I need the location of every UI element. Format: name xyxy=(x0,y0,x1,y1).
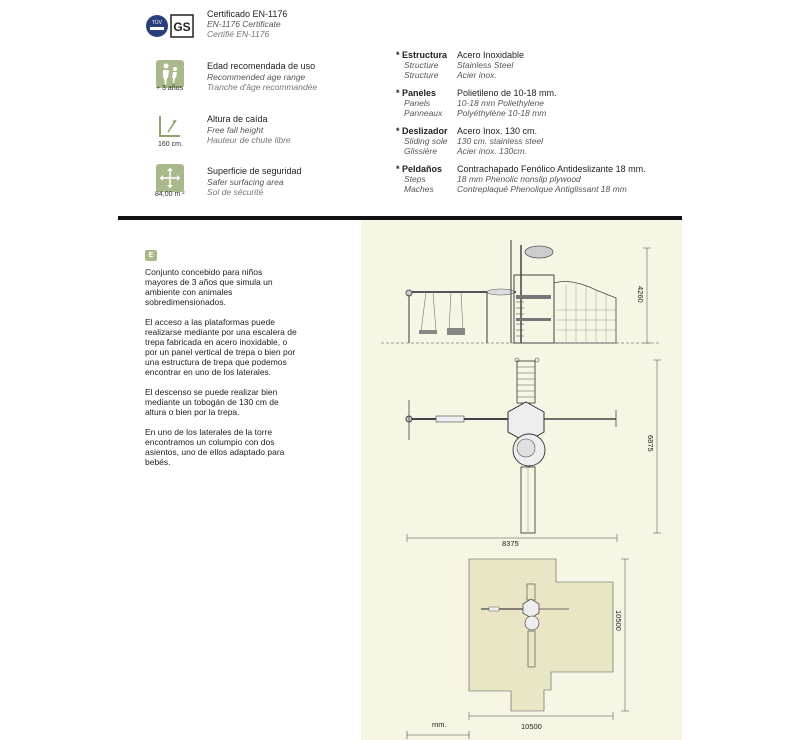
tuv-gs-certification-icon xyxy=(145,12,195,40)
scale-unit-label: mm. xyxy=(432,720,447,729)
cert-title: Certificado EN-1176 xyxy=(207,9,288,19)
material-sub-fr: Glissière xyxy=(404,146,438,156)
surface-title: Superficie de seguridad xyxy=(207,166,302,176)
material-sub-en: Structure xyxy=(404,60,439,70)
elevation-height-label: 4260 xyxy=(636,286,645,303)
material-sub-fr: Panneaux xyxy=(404,108,443,118)
fall-title: Altura de caída xyxy=(207,114,268,124)
material-value-en: 18 mm Phenolic nonslip plywood xyxy=(457,174,581,184)
cert-title-fr: Certifié EN-1176 xyxy=(207,29,270,39)
product-description xyxy=(145,267,297,477)
material-label: * Deslizador xyxy=(396,126,448,136)
svg-text:GS: GS xyxy=(173,20,191,34)
material-sub-en: Steps xyxy=(404,174,426,184)
age-caption: + 3 años xyxy=(156,85,184,92)
material-label: * Paneles xyxy=(396,88,437,98)
description-paragraph: El acceso a las plataformas puede realizarse mediante por una escalera de trepa fabricada en acero inoxidable, o por un panel vertical de trepa o bien por una estructura de trepa que podemos encontrar en uno de los laterales. xyxy=(145,317,297,377)
material-sub-fr: Structure xyxy=(404,70,439,80)
cert-title-en: EN-1176 Certificate xyxy=(207,19,281,29)
material-value-fr: Polyéthylène 10-18 mm xyxy=(457,108,547,118)
material-value-fr: Acier inox. xyxy=(457,70,497,80)
material-label: * Estructura xyxy=(396,50,448,60)
material-value-en: 10-18 mm Poliethylene xyxy=(457,98,544,108)
age-children-icon xyxy=(156,60,184,88)
material-value: Acero Inox. 130 cm. xyxy=(457,126,538,136)
plan-width-label: 8375 xyxy=(502,539,519,548)
safety-surface-icon xyxy=(156,164,184,192)
surface-title-fr: Sol de sécurité xyxy=(207,187,264,197)
material-sub-en: Panels xyxy=(404,98,430,108)
fall-title-en: Free fall height xyxy=(207,125,264,135)
material-value-fr: Contreplaqué Phenolique Antiglissant 18 mm xyxy=(457,184,627,194)
category-badge-letter: E xyxy=(148,252,154,259)
description-paragraph: Conjunto concebido para niños mayores de 3 años que simula un ambiente con animales sobredimensionados. xyxy=(145,267,273,307)
material-value: Acero Inoxidable xyxy=(457,50,525,60)
surface-caption: 84,00 m ² xyxy=(155,191,185,198)
material-value-en: 130 cm. stainless steel xyxy=(457,136,543,146)
description-paragraph: En uno de los laterales de la torre encontramos un columpio con dos asientos, uno de ellos adaptado para bebés. xyxy=(145,427,285,467)
area-width-label: 10500 xyxy=(521,722,542,731)
material-value: Contrachapado Fenólico Antideslizante 18 mm. xyxy=(457,164,646,174)
surface-title-en: Safer surfacing area xyxy=(207,177,284,187)
material-sub-en: Sliding sole xyxy=(404,136,448,146)
material-value-fr: Acier inox. 130cm. xyxy=(457,146,527,156)
material-sub-fr: Maches xyxy=(404,184,434,194)
material-label: * Peldaños xyxy=(396,164,443,174)
technical-drawing-panel xyxy=(361,220,682,740)
age-title-en: Recommended age range xyxy=(207,72,306,82)
material-value-en: Stainless Steel xyxy=(457,60,514,70)
material-value: Polietileno de 10-18 mm. xyxy=(457,88,557,98)
fall-title-fr: Hauteur de chute libre xyxy=(207,135,291,145)
age-title-fr: Tranche d'âge recommandée xyxy=(207,82,318,92)
age-title: Edad recomendada de uso xyxy=(207,61,316,71)
svg-text:TÜV: TÜV xyxy=(152,20,162,26)
plan-depth-label: 6875 xyxy=(646,435,655,452)
plan-drawing xyxy=(361,355,682,550)
description-paragraph: El descenso se puede realizar bien mediante un tobogán de 130 cm de altura o bien por la trepa. xyxy=(145,387,279,417)
safety-area-drawing xyxy=(361,555,682,740)
area-depth-label: 10500 xyxy=(614,610,623,631)
category-badge xyxy=(145,250,157,261)
fall-height-icon xyxy=(156,112,184,140)
elevation-drawing xyxy=(361,220,682,360)
fall-height-caption: 160 cm. xyxy=(158,141,183,148)
